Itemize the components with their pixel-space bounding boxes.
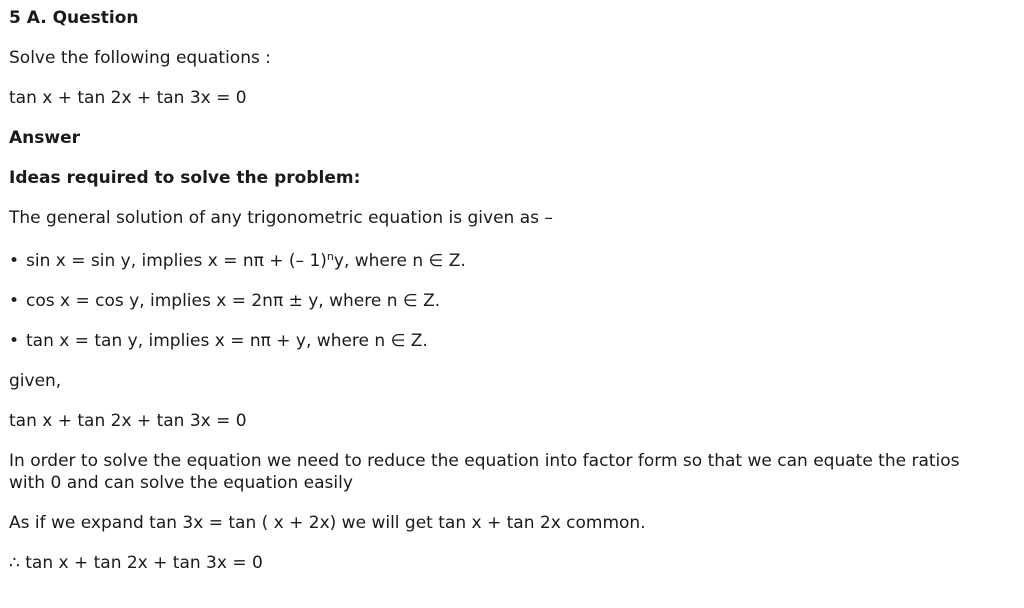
bullet-item bbox=[9, 250, 994, 272]
bullet-symbol: • bbox=[9, 331, 20, 351]
bullet-item bbox=[9, 330, 994, 352]
ideas-heading: Ideas required to solve the problem: bbox=[9, 168, 361, 188]
therefore-equation: tan x + tan 2x + tan 3x = 0 bbox=[25, 553, 263, 573]
expand-note: As if we expand tan 3x = tan ( x + 2x) we will get tan x + tan 2x common. bbox=[9, 513, 646, 533]
explanation-text: In order to solve the equation we need to reduce the equation into factor form so that we can equate the ratios with 0 and can solve the equation easily bbox=[9, 451, 960, 493]
bullet-text-after: y, where n ∈ Z. bbox=[333, 251, 466, 271]
given-label: given, bbox=[9, 371, 62, 391]
bullet-symbol: • bbox=[9, 251, 20, 271]
bullet-text-before: sin x = sin y, implies x = nπ + (– 1) bbox=[26, 251, 327, 271]
bullet-item bbox=[9, 290, 994, 312]
question-heading: 5 A. Question bbox=[9, 8, 139, 28]
exponent: n bbox=[326, 250, 334, 263]
question-prompt: Solve the following equations : bbox=[9, 48, 271, 68]
bullet-text: tan x = tan y, implies x = nπ + y, where n ∈ Z. bbox=[26, 331, 428, 351]
given-equation: tan x + tan 2x + tan 3x = 0 bbox=[9, 411, 247, 431]
answer-heading: Answer bbox=[9, 128, 80, 148]
bullet-text: cos x = cos y, implies x = 2nπ ± y, where n ∈ Z. bbox=[26, 291, 441, 311]
therefore-line bbox=[9, 552, 994, 574]
question-equation: tan x + tan 2x + tan 3x = 0 bbox=[9, 88, 247, 108]
intro-text: The general solution of any trigonometric equation is given as – bbox=[9, 208, 553, 228]
bullet-symbol: • bbox=[9, 291, 20, 311]
therefore-symbol: ∴ bbox=[9, 553, 20, 573]
